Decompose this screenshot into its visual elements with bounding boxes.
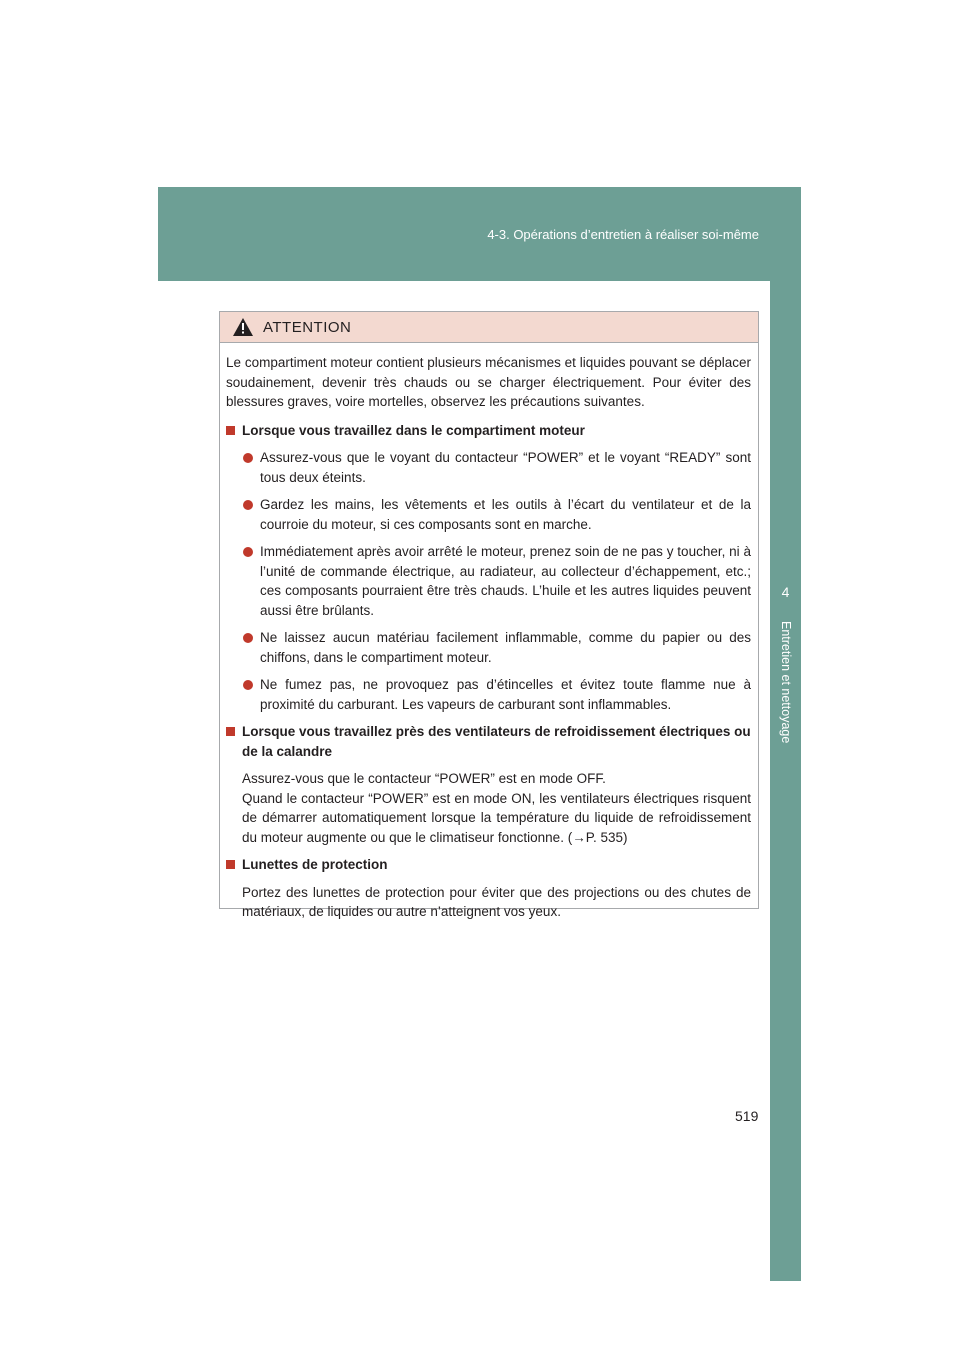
section-title: 4-3. Opérations d’entretien à réaliser soi-même bbox=[487, 227, 759, 242]
list-item: Ne laissez aucun matériau facilement inflammable, comme du papier ou des chiffons, dans le compartiment moteur. bbox=[226, 628, 751, 667]
list-item: Immédiatement après avoir arrêté le moteur, prenez soin de ne pas y toucher, ni à l’unité de commande électrique, au radiateur, au collecteur d’échappement, etc.; ces composants pourraient être très chauds. L’huile et les autres liquides peuvent aussi être brûlants. bbox=[226, 542, 751, 620]
section-heading: Lorsque vous travaillez près des ventilateurs de refroidissement électriques ou de la calandre bbox=[226, 722, 751, 761]
square-bullet-icon bbox=[226, 426, 235, 435]
circle-bullet-icon bbox=[243, 453, 253, 463]
warning-title: ATTENTION bbox=[263, 319, 352, 336]
warning-triangle-icon bbox=[233, 318, 253, 336]
warning-body bbox=[220, 343, 758, 922]
paragraph: Portez des lunettes de protection pour éviter que des projections ou des chutes de matériaux, de liquides ou autre n’atteignent vos yeux. bbox=[242, 884, 751, 919]
warning-box bbox=[219, 311, 759, 919]
list-item: Ne fumez pas, ne provoquez pas d’étincelles et évitez toute flamme nue à proximité du carburant. Les vapeurs de carburant sont inflammables. bbox=[226, 675, 751, 714]
paragraph: Assurez-vous que le contacteur “POWER” est en mode OFF. Quand le contacteur “POWER” est en mode ON, les ventilateurs électriques risquent de démarrer automatiquement lorsque la température du liquide de refroidissement du moteur augmente ou que le climatiseur fonctionne. (→P. 535) bbox=[242, 771, 751, 845]
chapter-label: Entretien et nettoyage bbox=[779, 621, 793, 744]
circle-bullet-icon bbox=[243, 547, 253, 557]
circle-bullet-icon bbox=[243, 680, 253, 690]
chapter-number: 4 bbox=[781, 584, 790, 600]
page-number: 519 bbox=[735, 1108, 759, 1124]
warning-header bbox=[220, 312, 758, 343]
warning-intro: Le compartiment moteur contient plusieurs mécanismes et liquides pouvant se déplacer soudainement, devenir très chauds ou se charger électriquement. Pour éviter des blessures graves, voire mortelles, observez les précautions suivantes. bbox=[226, 355, 751, 409]
list-item: Assurez-vous que le voyant du contacteur “POWER” et le voyant “READY” sont tous deux éteints. bbox=[226, 448, 751, 487]
square-bullet-icon bbox=[226, 727, 235, 736]
section-heading: Lunettes de protection bbox=[226, 855, 751, 875]
list-item: Gardez les mains, les vêtements et les outils à l’écart du ventilateur et de la courroie du moteur, si ces composants sont en marche. bbox=[226, 495, 751, 534]
chapter-side-tab bbox=[770, 281, 801, 1281]
chapter-header-band bbox=[158, 187, 801, 281]
circle-bullet-icon bbox=[243, 633, 253, 643]
square-bullet-icon bbox=[226, 860, 235, 869]
section-heading: Lorsque vous travaillez dans le compartiment moteur bbox=[226, 421, 751, 441]
circle-bullet-icon bbox=[243, 500, 253, 510]
